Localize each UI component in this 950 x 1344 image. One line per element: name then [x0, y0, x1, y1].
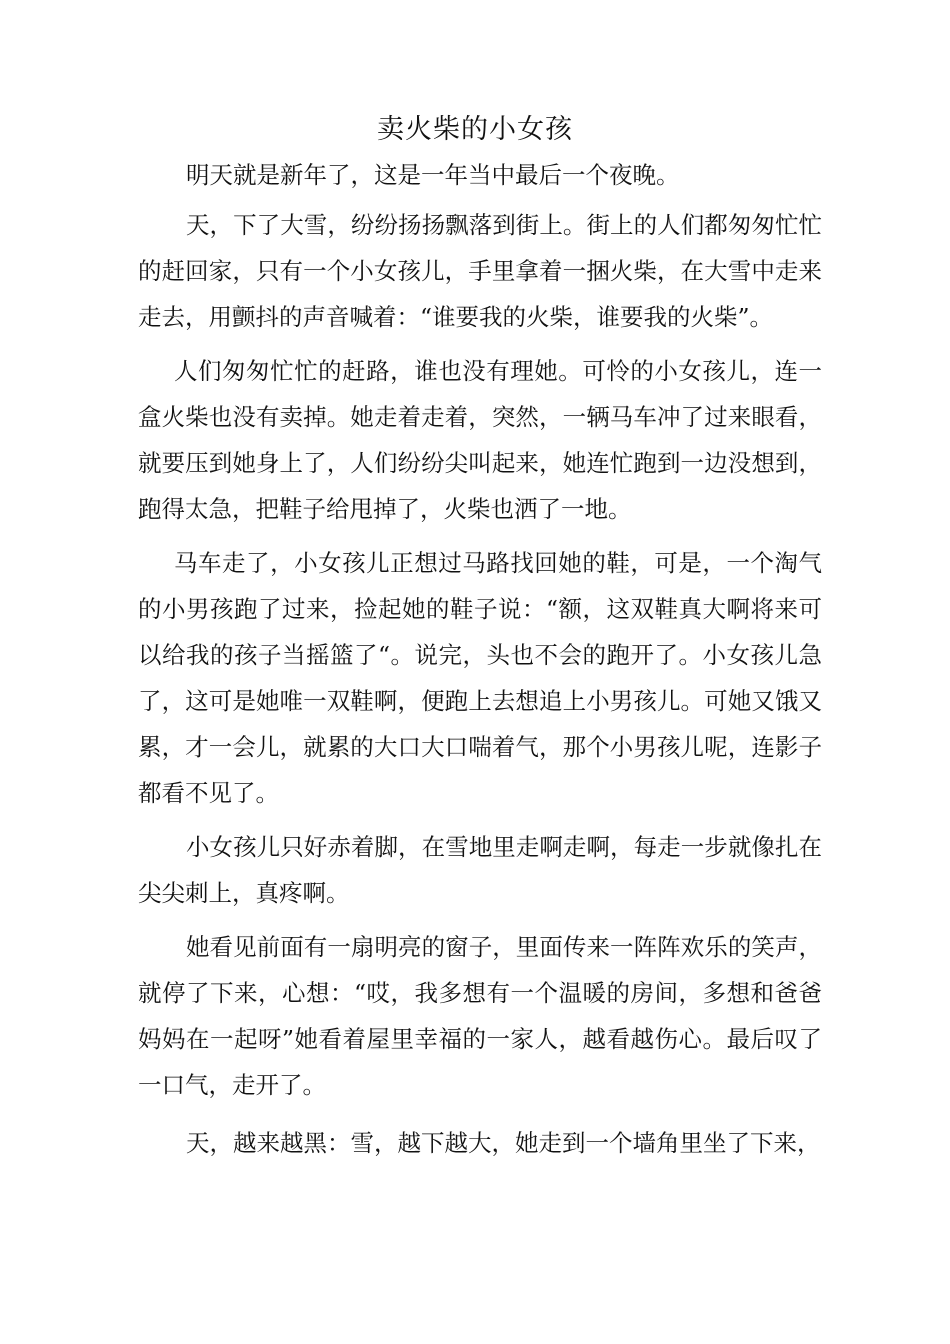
paragraph-5: 小女孩儿只好赤着脚，在雪地里走啊走啊，每走一步就像扎在尖尖刺上，真疼啊。: [138, 833, 822, 907]
paragraph-6: 她看见前面有一扇明亮的窗子，里面传来一阵阵欢乐的笑声，就停了下来，心想：“哎，我多想有一个温暖的房间，多想和爸爸妈妈在一起呀”她看着屋里幸福的一家人，越看越伤心。最后叹了一口气，走开了。: [138, 933, 822, 1099]
document-body: [138, 152, 822, 1166]
paragraph-1: 明天就是新年了，这是一年当中最后一个夜晚。: [186, 161, 680, 189]
paragraph-2: 天，下了大雪，纷纷扬扬飘落到街上。街上的人们都匆匆忙忙的赶回家，只有一个小女孩儿，手里拿着一捆火柴，在大雪中走来走去，用颤抖的声音喊着：“谁要我的火柴，谁要我的火柴”。: [138, 211, 822, 331]
paragraph-3: 人们匆匆忙忙的赶路，谁也没有理她。可怜的小女孩儿，连一盒火柴也没有卖掉。她走着走着，突然，一辆马车冲了过来眼看，就要压到她身上了，人们纷纷尖叫起来，她连忙跑到一边没想到，跑得太急，把鞋子给甩掉了，火柴也洒了一地。: [138, 357, 822, 523]
document-title: 卖火柴的小女孩: [377, 114, 573, 145]
paragraph-4: 马车走了，小女孩儿正想过马路找回她的鞋，可是，一个淘气的小男孩跑了过来，捡起她的鞋子说：“额，这双鞋真大啊将来可以给我的孩子当摇篮了“。说完，头也不会的跑开了。小女孩儿急了，这可是她唯一双鞋啊，便跑上去想追上小男孩儿。可她又饿又累，才一会儿，就累的大口大口喘着气，那个小男孩儿呢，连影子都看不见了。: [138, 549, 822, 807]
paragraph-7: 天，越来越黑：雪，越下越大，她走到一个墙角里坐了下来，: [186, 1129, 821, 1157]
